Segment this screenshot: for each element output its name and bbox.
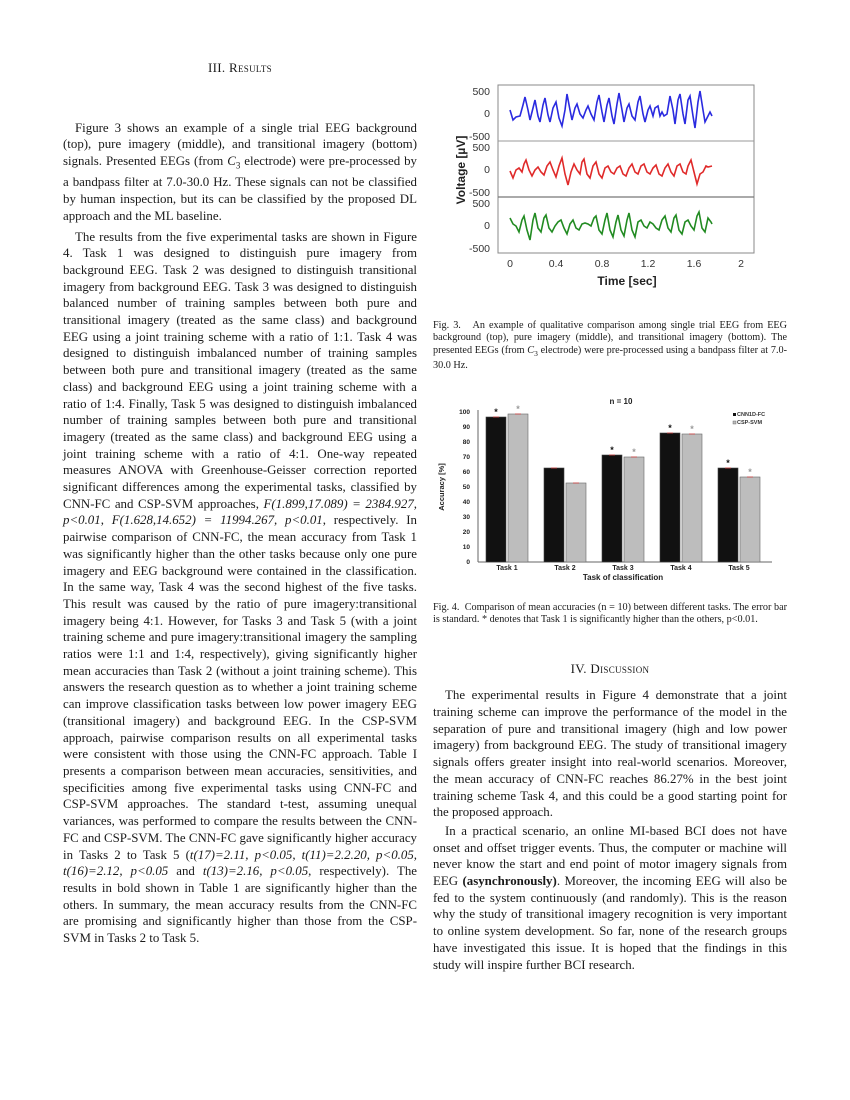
text-run: , respectively. In pairwise comparison of CNN-FC, the mean accuracy from Task 1 was significantly higher than the other tasks because only one pure imagery and EEG background were contained in the classification. In the same way, Task 4 was the second highest of the five tasks. This result was caused by the ratio of pure imagery:transitional imagery being 4:1. However, for Tasks 3 and Task 5 (with a joint training scheme and pure imagery:transitional imagery the sampling ratios were 1:1 and 1:4, respectively), giving significantly higher mean accuracies than Task 2 (without a joint training scheme). This answers the research question as to whether a joint training scheme can improve classification tasks between low power imagery EEG (transitional imagery) and background EEG. In the CSP-SVM approach, pairwise comparison results on all experimental tasks were consistent with those using the CNN-FC approach. Table I presents a comparison between mean accuracies, sensitivities, and specificities among five experimental tasks using CNN-FC and CSP-SVM approaches. The standard t-test, assuming unequal variances, was performed to compare the results between the CNN-FC and CSP-SVM. The CNN-FC gave significantly higher accuracy in Tasks 2 to Task 5 ( (63, 513, 417, 862)
bar-task4-svm (682, 434, 702, 562)
svg-text:-500: -500 (468, 131, 490, 143)
y-tick-labels (459, 409, 470, 566)
svg-text:2: 2 (738, 258, 744, 270)
left-column (63, 60, 417, 947)
svg-text:*: * (668, 423, 672, 433)
svg-text:-500: -500 (468, 187, 490, 199)
svg-text:100: 100 (459, 409, 470, 416)
bar-task2-cnn (544, 468, 564, 562)
text-run: , respectively). The results in bold shown in Table 1 are significantly higher than the others. In summary, the mean accuracy results from the CNN-FC are promising and significantly higher than those from the CSP-SVM in Tasks 2 to Task 5. (63, 864, 417, 946)
svg-text:80: 80 (462, 439, 470, 446)
svg-text:Task 4: Task 4 (670, 565, 692, 572)
svg-text:0: 0 (484, 164, 490, 176)
emphasis-asynchronously: (asynchronously) (462, 874, 557, 889)
bar-task1-cnn (486, 417, 506, 562)
x-tick-labels (507, 258, 744, 270)
figure-4-caption (433, 602, 787, 627)
svg-text:40: 40 (462, 499, 470, 506)
text-run: In a practical scenario, an online MI-based BCI does not have onset and offset trigger events. Thus, the computer or machine will never know the start and end point of motor imagery signals from EEG (433, 823, 787, 889)
bar-task5-cnn (718, 468, 738, 562)
svg-text:30: 30 (462, 514, 470, 521)
svg-text:Task 3: Task 3 (612, 565, 634, 572)
svg-text:Task 5: Task 5 (728, 565, 750, 572)
text-run: The results from the five experimental tasks are shown in Figure 4. Task 1 was designed to distinguish pure imagery from background EEG. Task 2 was designed to distinguish transitional imagery from background EEG. Task 3 was designed to distinguish balanced number of training samples between both pure and transitional imagery (treated as the same class) and background EEG using a joint training scheme with a ratio of 1:1. Task 4 was designed to distinguish imbalanced number of training samples between both pure and transitional imagery (treated as the same class) and background EEG using a joint training scheme with a ratio of 1:4. Finally, Task 5 was designed to distinguish imbalanced number of training samples between both pure and transitional imagery (treated as the same class) and background EEG using a joint training scheme with a ratio of 4:1. One-way repeated measures ANOVA with Greenhouse-Geisser correction reported significant differences among the experimental tasks, classified by CNN-FC and CSP-SVM approaches, (63, 229, 417, 511)
svg-text:*: * (690, 424, 694, 434)
section-title-text: Discussion (590, 660, 650, 676)
svg-text:*: * (610, 445, 614, 455)
y-axis-label: Voltage [µV] (454, 135, 468, 205)
text-run: . Moreover, the incoming EEG will also be fed to the system continuously (and randomly). This is the reason why the study of transitional imagery recognition is very important to online system development. So far, none of the research groups have investigated this issue. It is hoped that the findings in this study will inspire further BCI research. (433, 874, 788, 972)
svg-text:500: 500 (472, 198, 490, 210)
x-tick-labels (496, 565, 749, 572)
text-run: , (100, 513, 112, 528)
text-run: Figure 3 shows an example of a single trial EEG background (top), pure imagery (middle), and transitional imagery (bottom) signals. Presented EEGs (from (63, 120, 417, 169)
electrode-symbol: C (227, 154, 236, 169)
svg-text:90: 90 (462, 424, 470, 431)
paragraph-discussion-2 (433, 823, 787, 973)
anova-stat-cnn: F(1.899,17.089) = 2384.927, p<0.01 (63, 496, 417, 528)
chart-title: n = 10 (609, 397, 633, 406)
caption-text: Comparison of mean accuracies (n = 10) between different tasks. The error bar is standard. * denotes that Task 1 is significantly higher than the others, p<0.01. (433, 602, 788, 626)
svg-text:1.2: 1.2 (640, 258, 656, 270)
ttest-stat-last: t(13)=2.16, p<0.05 (202, 864, 309, 879)
caption-text: An example of qualitative comparison among single trial EEG from EEG background (top), pure imagery (middle), and transitional imagery (bottom). The presented EEGs (from (433, 320, 787, 356)
x-axis-label: Time [sec] (597, 274, 657, 288)
significance-markers (494, 404, 752, 477)
bar-task5-svm (740, 477, 760, 562)
section-title-text: Results (229, 60, 272, 75)
paragraph-task-results (63, 229, 417, 947)
svg-text:0: 0 (466, 559, 470, 566)
svg-text:20: 20 (462, 529, 470, 536)
svg-text:1.6: 1.6 (686, 258, 702, 270)
svg-text:10: 10 (462, 544, 470, 551)
electrode-subscript: 3 (235, 160, 241, 171)
bar-task4-cnn (660, 433, 680, 562)
electrode-subscript: 3 (534, 348, 538, 358)
svg-text:50: 50 (462, 484, 470, 491)
figure-3-eeg-chart (440, 80, 770, 295)
svg-text:0: 0 (484, 108, 490, 120)
caption-text: electrode) were pre-processed using a bandpass filter at 7.0-30.0 Hz. (433, 344, 788, 371)
figure-4-accuracy-bar-chart (432, 392, 782, 587)
svg-text:Task 1: Task 1 (496, 565, 518, 572)
bar-task2-svm (566, 483, 586, 562)
bar-task3-svm (624, 457, 644, 562)
svg-text:CNN1D-FC: CNN1D-FC (737, 412, 766, 418)
svg-text:500: 500 (472, 86, 490, 98)
svg-text:0: 0 (484, 220, 490, 232)
caption-label: Fig. 3. (433, 320, 461, 331)
chart-legend (733, 412, 765, 426)
section-heading-results (63, 60, 417, 77)
svg-text:-500: -500 (468, 243, 490, 255)
section-heading-discussion (433, 661, 787, 678)
svg-text:*: * (516, 404, 520, 414)
bar-task1-svm (508, 414, 528, 562)
bar-task3-cnn (602, 455, 622, 562)
paragraph-figure3-intro (63, 120, 417, 225)
section-numeral: IV. (570, 660, 587, 676)
svg-text:60: 60 (462, 469, 470, 476)
svg-text:0.4: 0.4 (548, 258, 564, 270)
svg-text:70: 70 (462, 454, 470, 461)
svg-text:*: * (632, 447, 636, 457)
ttest-stats: t(17)=2.11, p<0.05, t(11)=2.2.20, p<0.05, t(16)=2.12, p<0.05 (63, 847, 417, 879)
svg-text:0.8: 0.8 (594, 258, 610, 270)
text-run: electrode) were pre-processed by a bandpass filter at 7.0-30.0 Hz. These signals can not be classified by human inspection, but its can be classified by the proposed DL approach and the ML baseline. (63, 154, 417, 223)
right-column-lower (433, 602, 787, 973)
figure-3-caption (433, 320, 787, 372)
x-axis-label: Task of classification (582, 573, 664, 582)
svg-text:*: * (494, 407, 498, 417)
y-axis-label: Accuracy [%] (437, 463, 446, 511)
svg-text:Task 2: Task 2 (554, 565, 576, 572)
svg-text:0: 0 (507, 258, 513, 270)
paragraph-discussion-1: The experimental results in Figure 4 demonstrate that a joint training scheme can improve the performance of the model in the separation of pure and transitional imagery (high and low power imagery) from background EEG. The study of transitional imagery signals offers greater insight into real-world scenarios. Moreover, the mean accuracy of CNN-FC reaches 86.27% in the best joint training scheme Task 4, and this could be a good starting point for the proposed approach. (433, 688, 787, 820)
text-run: and (168, 864, 203, 879)
svg-text:CSP-SVM: CSP-SVM (737, 420, 763, 426)
electrode-symbol: C (527, 344, 535, 356)
svg-text:500: 500 (472, 142, 490, 154)
svg-text:*: * (748, 467, 752, 477)
caption-label: Fig. 4. (433, 602, 460, 613)
anova-stat-svm: F(1.628,14.652) = 11994.267, p<0.01 (111, 513, 323, 528)
section-numeral: III. (208, 60, 226, 75)
svg-text:*: * (726, 458, 730, 468)
y-tick-labels (469, 86, 490, 255)
